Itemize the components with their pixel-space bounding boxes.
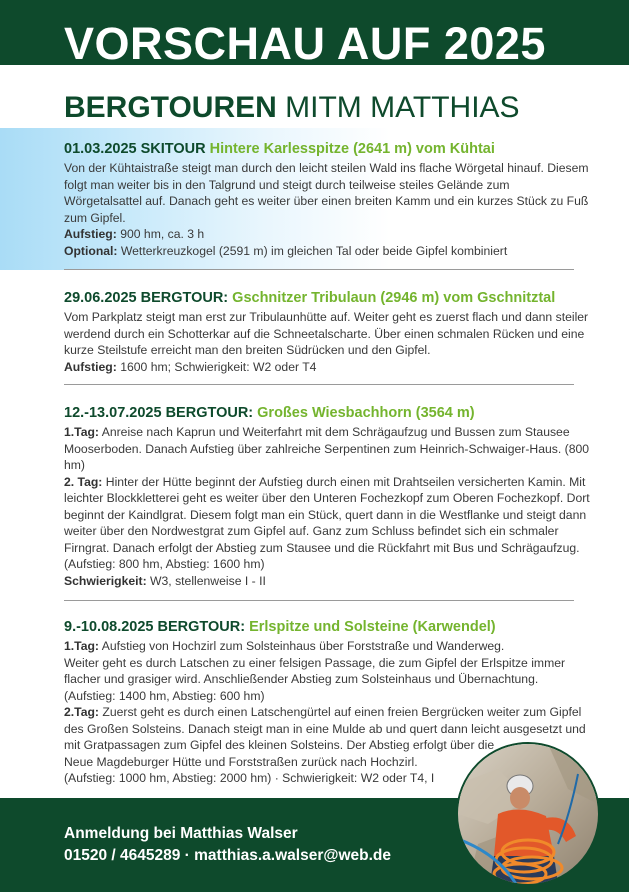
aufstieg-value: 900 hm, ca. 3 h	[116, 227, 205, 241]
page-subtitle	[64, 91, 520, 124]
tour-gschnitzer-tribulaun	[64, 289, 590, 375]
day2-text: Hinter der Hütte beginnt der Aufstieg durch einen mit Drahtseilen versicherten Kamin. Mit leichter Blockkletterei geht es weiter über den Unteren Fochezkopf zum Oberen Fochezkopf. Dort beginnt der Kaindlgrat. Diesem folgt man ein Stück, quert dann in die Westflanke und steigt dann weiter über den Nordwestgrat zum Gipfel auf. Ganz zum Schluss befindet sich ein schmaler Firngrat. Danach erfolgt der Abstieg zum Stausee und die Rückfahrt mit Bus und Schrägaufzug. (Aufstieg: 800 hm, Abstieg: 1600 hm)	[64, 474, 590, 571]
page-title: VORSCHAU AUF 2025	[64, 18, 546, 69]
day1-label: 1.Tag:	[64, 639, 99, 653]
tour-date: 12.-13.07.2025 BERGTOUR:	[64, 405, 258, 421]
aufstieg-label: Aufstieg:	[64, 227, 117, 241]
climber-photo-illustration	[458, 744, 598, 884]
difficulty-value: W3, stellenweise I - II	[146, 573, 266, 588]
tour-day1	[64, 424, 590, 474]
tour-date: 29.06.2025 BERGTOUR:	[64, 290, 233, 306]
optional-label: Optional:	[64, 243, 118, 258]
day2-text: Zuerst geht es durch einen Latschengürtel auf einen freien Bergrücken weiter zum Gipfel des Großen Solsteins. Danach steigt man in eine Mulde ab und quert dann leicht ausgesetzt und mit Gratpassagen zum Gipfel des kleinen Solsteins. Der Abstieg erfolgt über die	[64, 705, 586, 752]
tour-optional	[64, 243, 590, 260]
tour-day1-cont: Weiter geht es durch Latschen zu einer felsigen Passage, die zum Gipfel der Erlspitze immer flacher und grasiger wird. Anschließender Abstieg zum Solsteinhaus und Übernachtung. (Aufstieg: 1400 hm, Abstieg: 600 hm)	[64, 655, 566, 703]
tour-description: Von der Kühtaistraße steigt man durch den leicht steilen Wald ins flache Wörgetal hinauf. Diesem folgt man weiter bis in den Talgrund und steigt durch teilweise steiles Gelände zum Wörgetalsattel auf. Danach geht es weiter über einen breiten Kamm und ein kurzes Stück zu Fuß zum Gipfel.	[64, 161, 589, 225]
tour-difficulty	[64, 573, 590, 590]
tour-heading	[64, 140, 590, 159]
registration-line: Anmeldung bei Matthias Walser	[64, 825, 298, 842]
tour-day2-stats: (Aufstieg: 1000 hm, Abstieg: 2000 hm) · Schwierigkeit: W2 oder T4, I	[64, 771, 435, 785]
tour-name: Großes Wiesbachhorn (3564 m)	[257, 405, 475, 421]
tour-aufstieg	[64, 226, 590, 243]
tour-skitour-karlesspitze	[64, 140, 590, 259]
day2-label: 2. Tag:	[64, 474, 103, 489]
day1-text: Anreise nach Kaprun und Weiterfahrt mit dem Schrägaufzug und Bussen zum Stausee Mooserboden. Danach Aufstieg über zahlreiche Serpentinen zum Heinrich-Schwaiger-Haus. (800 hm)	[64, 425, 590, 472]
contact-info	[64, 823, 391, 867]
subtitle-bold: BERGTOUREN	[64, 91, 277, 124]
phone-email-line: 01520 / 4645289 · matthias.a.walser@web.de	[64, 847, 392, 864]
aufstieg-value: 1600 hm; Schwierigkeit: W2 oder T4	[116, 359, 317, 374]
tour-heading	[64, 404, 590, 423]
day2-label: 2.Tag:	[64, 705, 99, 719]
day1-label: 1.Tag:	[64, 425, 99, 439]
divider	[64, 384, 574, 385]
subtitle-rest: MITM MATTHIAS	[276, 91, 520, 124]
tour-day1	[64, 638, 590, 655]
tour-day2	[64, 474, 590, 573]
tour-name: Hintere Karlesspitze (2641 m) vom Kühtai	[209, 141, 495, 157]
tour-heading	[64, 289, 590, 308]
tour-wiesbachhorn	[64, 404, 590, 589]
tour-aufstieg	[64, 359, 590, 376]
tour-date: 01.03.2025 SKITOUR	[64, 141, 210, 157]
divider	[64, 269, 574, 270]
day1-text: Aufstieg von Hochzirl zum Solsteinhaus über Forststraße und Wanderweg.	[99, 639, 505, 653]
tour-heading	[64, 618, 590, 637]
tour-date: 9.-10.08.2025 BERGTOUR:	[64, 619, 250, 635]
divider	[64, 600, 574, 601]
aufstieg-label: Aufstieg:	[64, 359, 117, 374]
tour-day2-cont: Neue Magdeburger Hütte und Forststraßen zurück nach Hochzirl.	[64, 754, 418, 769]
climber-photo	[456, 742, 600, 886]
difficulty-label: Schwierigkeit:	[64, 573, 147, 588]
optional-value: Wetterkreuzkogel (2591 m) im gleichen Tal oder beide Gipfel kombiniert	[117, 243, 508, 258]
tour-name: Gschnitzer Tribulaun (2946 m) vom Gschnitztal	[232, 290, 556, 306]
tour-name: Erlspitze und Solsteine (Karwendel)	[249, 619, 496, 635]
tour-description: Vom Parkplatz steigt man erst zur Tribulaunhütte auf. Weiter geht es zuerst flach und dann steiler werdend durch ein Schotterkar auf die Schneetalscharte. Über einen schmalen Rücken und eine kurze Steilstufe erreicht man den breiten Südrücken und den Gipfel.	[64, 310, 589, 357]
